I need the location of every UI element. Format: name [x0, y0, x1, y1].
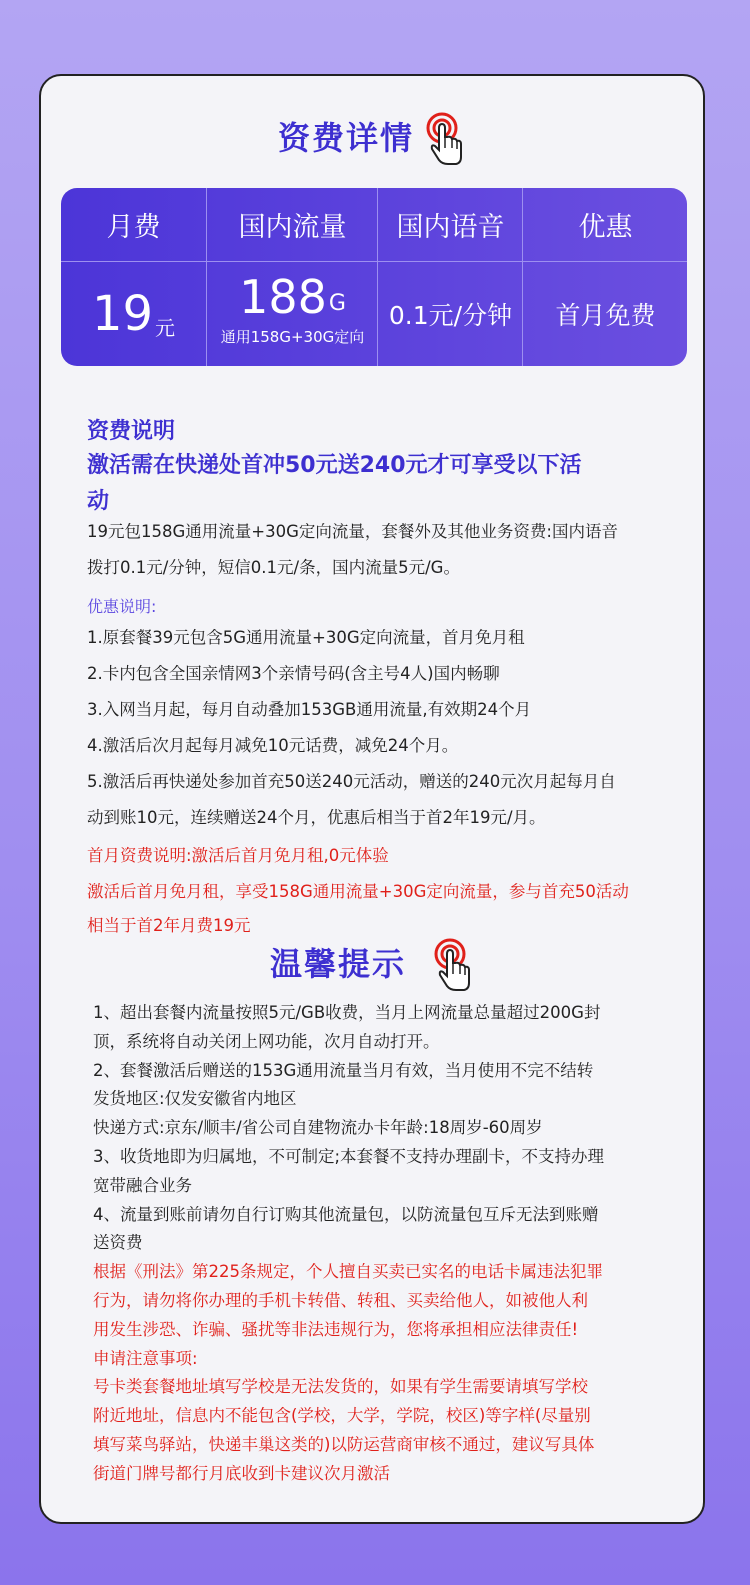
voice-column	[377, 188, 523, 366]
header-domestic-voice: 国内语音	[396, 212, 505, 243]
data-number: 188	[239, 269, 327, 324]
tip-line: 送资费	[93, 1233, 143, 1253]
tariff-table	[61, 188, 687, 366]
monthly-fee-number: 19	[91, 286, 154, 342]
data-note: 通用158G+30G定向	[220, 327, 365, 346]
first-month-equivalent: 相当于首2年月费19元	[87, 916, 251, 935]
application-note-line: 填写菜鸟驿站，快递丰巢这类的)以防运营商审核不通过，建议写具体	[93, 1434, 595, 1454]
header-offer: 优惠	[578, 212, 633, 243]
explanation-title: 资费说明	[87, 419, 176, 444]
application-note-line: 号卡类套餐地址填写学校是无法发货的，如果有学生需要请填写学校	[93, 1377, 588, 1397]
list-item: 3.入网当月起，每月自动叠加153GB通用流量,有效期24个月	[87, 700, 532, 719]
tip-line: 宽带融合业务	[93, 1175, 192, 1195]
legal-warning-line: 行为，请勿将你办理的手机卡转借、转租、买卖给他人，如被他人利	[93, 1290, 588, 1310]
tip-line: 4、流量到账前请勿自行订购其他流量包，以防流量包互斥无法到账赠	[93, 1204, 599, 1224]
offer-column	[522, 188, 687, 366]
voice-value: 0.1元/分钟	[388, 301, 513, 330]
tip-line: 发货地区:仅发安徽省内地区	[93, 1089, 297, 1109]
monthly-fee-unit: 元	[155, 315, 176, 340]
application-note-line: 附近地址，信息内不能包含(学校，大学，学院，校区)等字样(尽量别	[93, 1406, 591, 1426]
explanation-paragraph: 19元包158G通用流量+30G定向流量，套餐外及其他业务资费:国内语音 拨打0.1元/分钟，短信0.1元/条，国内流量5元/G。	[87, 522, 618, 577]
application-note-line: 街道门牌号都行月底收到卡建议次月激活	[93, 1463, 390, 1483]
legal-warning-line: 根据《刑法》第225条规定，个人擅自买卖已实名的电话卡属违法犯罪	[93, 1262, 603, 1282]
tariff-detail-title: 资费详情	[277, 119, 414, 157]
data-column	[206, 188, 378, 366]
hand-pointer-icon	[432, 938, 474, 994]
activation-line-1: 激活需在快递处首冲50元送240元才可享受以下活	[87, 453, 582, 478]
offer-list	[87, 620, 687, 836]
data-value	[207, 262, 378, 366]
list-item: 4.激活后次月起每月减免10元话费，减免24个月。	[87, 736, 459, 755]
warm-tips-heading	[41, 934, 703, 990]
warm-tips-title: 温馨提示	[269, 945, 406, 983]
header-domestic-data: 国内流量	[238, 212, 347, 243]
list-item: 动到账10元，连续赠送24个月，优惠后相当于首2年19元/月。	[87, 808, 546, 827]
list-item: 1.原套餐39元包含5G通用流量+30G定向流量，首月免月租	[87, 628, 525, 647]
first-month-note: 首月资费说明:激活后首月免月租,0元体验	[87, 846, 389, 865]
list-item: 2.卡内包含全国亲情网3个亲情号码(含主号4人)国内畅聊	[87, 664, 500, 683]
tariff-card	[39, 74, 705, 1524]
tip-line: 1、超出套餐内流量按照5元/GB收费，当月上网流量总量超过200G封	[93, 1003, 601, 1022]
tip-line: 3、收货地即为归属地，不可制定;本套餐不支持办理副卡，不支持办理	[93, 1146, 605, 1166]
tip-line: 顶，系统将自动关闭上网功能，次月自动打开。	[93, 1031, 440, 1051]
list-item: 5.激活后再快递处参加首充50送240元活动，赠送的240元次月起每月自	[87, 772, 616, 791]
tip-line: 快递方式:京东/顺丰/省公司自建物流办卡年龄:18周岁-60周岁	[93, 1118, 543, 1138]
tip-line: 2、套餐激活后赠送的153G通用流量当月有效，当月使用不完不结转	[93, 1060, 594, 1080]
application-notes-title: 申请注意事项:	[93, 1348, 198, 1368]
legal-warning-line: 用发生涉恐、诈骗、骚扰等非法违规行为，您将承担相应法律责任!	[93, 1319, 579, 1339]
monthly-fee-value	[61, 262, 206, 366]
tariff-detail-heading	[41, 108, 703, 164]
data-unit: G	[328, 290, 346, 316]
header-monthly-fee: 月费	[106, 212, 161, 243]
offer-title: 优惠说明:	[87, 597, 157, 616]
warm-tips-list	[93, 999, 683, 1489]
monthly-fee-column	[61, 188, 206, 366]
first-month-detail: 激活后首月免月租，享受158G通用流量+30G定向流量，参与首充50活动	[87, 882, 629, 901]
activation-line-2: 动	[87, 489, 110, 514]
offer-value: 首月免费	[555, 301, 656, 330]
hand-pointer-icon	[424, 112, 466, 168]
